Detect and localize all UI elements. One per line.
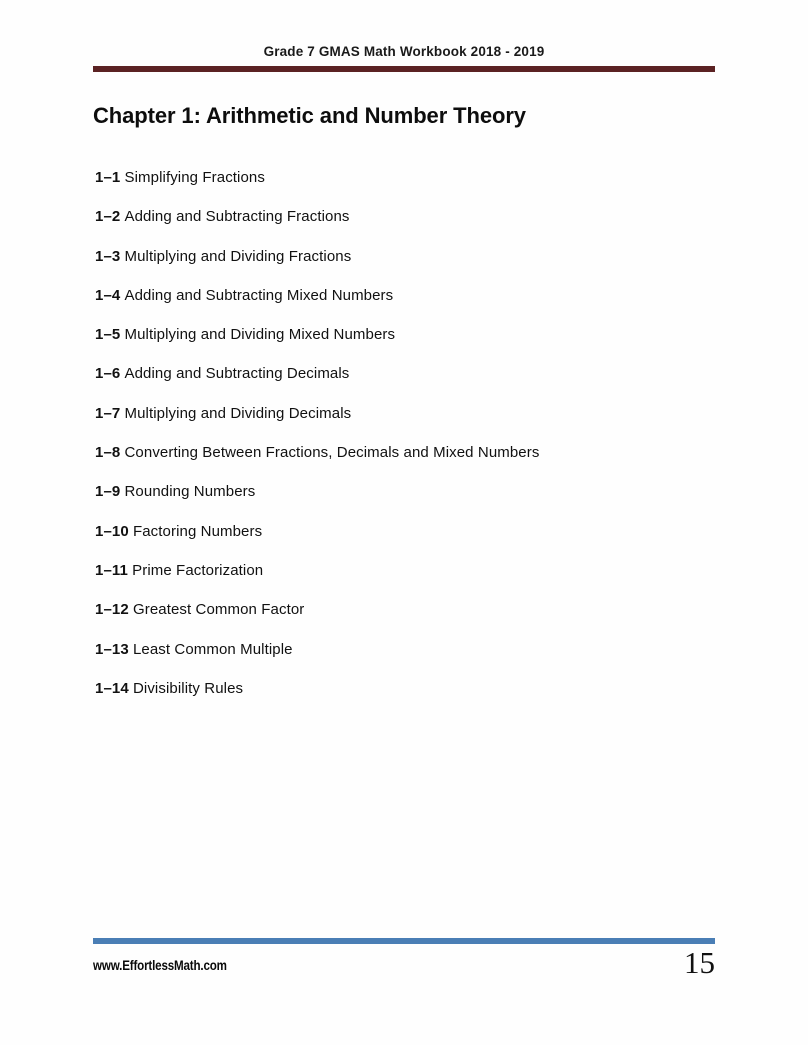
list-item — [95, 443, 715, 482]
list-item-label: Multiplying and Dividing Mixed Numbers — [124, 326, 396, 344]
header-rule — [93, 66, 715, 72]
list-item-number: 1–13 — [95, 640, 129, 658]
list-item-number: 1–12 — [95, 601, 129, 619]
list-item-label: Simplifying Fractions — [124, 169, 265, 186]
list-item-number: 1–10 — [95, 522, 129, 540]
list-item — [95, 482, 715, 521]
list-item-number: 1–11 — [95, 561, 128, 579]
list-item — [95, 640, 715, 679]
list-item — [95, 600, 715, 639]
list-item-label: Divisibility Rules — [132, 679, 244, 697]
list-item-label: Greatest Common Factor — [132, 601, 305, 619]
list-item-number: 1–2 — [95, 208, 121, 226]
list-item-label: Least Common Multiple — [132, 640, 293, 658]
list-item — [95, 561, 715, 600]
list-item-number: 1–4 — [95, 286, 121, 304]
list-item-number: 1–9 — [95, 483, 121, 501]
list-item — [95, 325, 715, 364]
footer-website-url: www.EffortlessMath.com — [93, 958, 227, 973]
list-item — [95, 522, 715, 561]
list-item-label: Adding and Subtracting Fractions — [124, 208, 350, 226]
list-item-number: 1–5 — [95, 326, 121, 344]
footer-rule — [93, 938, 715, 944]
chapter-title: Chapter 1: Arithmetic and Number Theory — [93, 103, 526, 128]
running-footer — [93, 945, 715, 988]
list-item-label: Factoring Numbers — [132, 522, 263, 540]
list-item — [95, 207, 715, 246]
list-item — [95, 168, 715, 207]
list-item-label: Adding and Subtracting Mixed Numbers — [124, 286, 394, 304]
table-of-contents-list — [95, 168, 715, 718]
list-item-label: Adding and Subtracting Decimals — [124, 365, 350, 383]
list-item-label: Converting Between Fractions, Decimals and Mixed Numbers — [124, 444, 540, 462]
list-item-number: 1–3 — [95, 247, 121, 265]
list-item — [95, 286, 715, 325]
page-number: 15 — [684, 945, 715, 980]
list-item-number: 1–14 — [95, 679, 129, 697]
list-item-number: 1–8 — [95, 444, 121, 462]
list-item-label: Rounding Numbers — [124, 483, 256, 501]
running-header — [93, 44, 715, 72]
list-item — [95, 679, 715, 718]
list-item-number: 1–6 — [95, 365, 121, 383]
list-item — [95, 247, 715, 286]
list-item-number: 1–7 — [95, 404, 121, 422]
list-item-number: 1–1 — [95, 169, 121, 186]
list-item — [95, 364, 715, 403]
list-item-label: Multiplying and Dividing Fractions — [124, 247, 352, 265]
list-item-label: Prime Factorization — [132, 561, 264, 579]
list-item — [95, 404, 715, 443]
list-item-label: Multiplying and Dividing Decimals — [124, 404, 352, 422]
header-title: Grade 7 GMAS Math Workbook 2018 - 2019 — [263, 44, 545, 59]
